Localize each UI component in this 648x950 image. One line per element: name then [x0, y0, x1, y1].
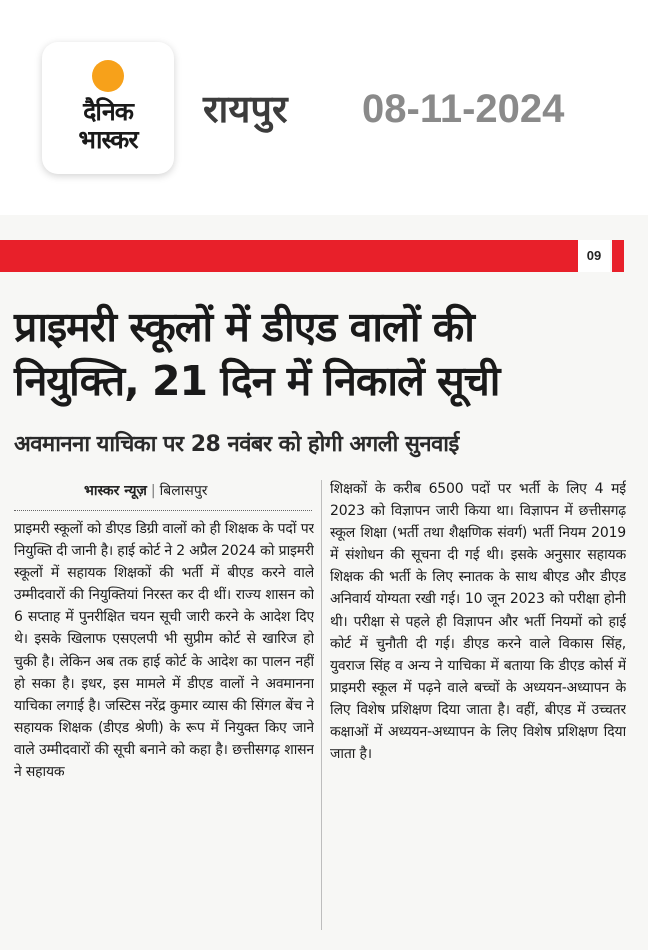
article-headline [14, 300, 634, 408]
byline [84, 480, 208, 502]
dainik-bhaskar-logo [42, 42, 174, 174]
page-header-bar [0, 240, 578, 272]
byline-divider [14, 510, 312, 511]
article-column-right: शिक्षकों के करीब 6500 पदों पर भर्ती के लिए 4 मई 2023 को विज्ञापन जारी किया था। विज्ञापन में छत्तीसगढ़ स्कूल शिक्षा (भर्ती तथा शैक्षणिक संवर्ग) भर्ती नियम 2019 में संशोधन की सूचना दी गई थी। इसके अनुसार सहायक शिक्षक की भर्ती के लिए स्नातक के साथ बीएड और डीएड अनिवार्य योग्यता रखी गई। 10 जून 2023 को परीक्षा होनी थी। परीक्षा से पहले ही विज्ञापन और भर्ती नियमों को हाई कोर्ट में चुनौती दी गई। डीएड करने वाले विकास सिंह, युवराज सिंह व अन्य ने याचिका में बताया कि डीएड कोर्स में प्राइमरी स्कूल में पढ़ने वाले बच्चों के अध्ययन-अध्यापन के लिए विशेष प्रशिक्षण दिया जाता है। वहीं, बीएड में उच्चतर कक्षाओं में अध्ययन-अध्यापन के लिए विशेष प्रशिक्षण दिया जाता है। [330, 481, 626, 763]
headline-line-2: नियुक्ति, 21 दिन में निकालें सूची [14, 357, 500, 405]
byline-agency: भास्कर न्यूज़ [84, 483, 147, 499]
logo-text-line1: दैनिक [83, 97, 133, 126]
page-header-bar-end [612, 240, 624, 272]
article-column-left: प्राइमरी स्कूलों को डीएड डिग्री वालों को ही शिक्षक के पदों पर नियुक्ति दी जानी है। हाई कोर्ट ने 2 अप्रैल 2024 को प्राइमरी स्कूलों में सहायक शिक्षकों की भर्ती में बीएड करने वाले उम्मीदवारों की नियुक्तियां निरस्त कर दी थीं। राज्य शासन को 6 सप्ताह में पुनरीक्षित चयन सूची जारी करने के आदेश दिए थे। इसके खिलाफ एसएलपी भी सुप्रीम कोर्ट से खारिज हो चुकी है। लेकिन अब तक हाई कोर्ट के आदेश का पालन नहीं हो सका है। इधर, इस मामले में डीएड वालों ने अवमानना याचिका लगाई है। जस्टिस नरेंद्र कुमार व्यास की सिंगल बेंच ने सहायक शिक्षक (डीएड श्रेणी) के रूप में नियुक्त किए जाने वाले उम्मीदवारों की सूची बनाने को कहा है। छत्तीसगढ़ शासन ने सहायक [14, 521, 314, 781]
page-number: 09 [578, 240, 610, 272]
byline-location: बिलासपुर [159, 483, 208, 499]
headline-line-1: प्राइमरी स्कूलों में डीएड वालों की [14, 303, 474, 351]
edition-date: 08-11-2024 [362, 87, 565, 131]
edition-city: रायपुर [203, 87, 288, 131]
sun-icon [92, 60, 124, 92]
column-divider [321, 480, 322, 930]
byline-separator: | [150, 483, 156, 499]
logo-text-line2: भास्कर [78, 125, 138, 154]
clip-header [0, 0, 648, 215]
article-subheadline: अवमानना याचिका पर 28 नवंबर को होगी अगली सुनवाई [14, 432, 459, 457]
